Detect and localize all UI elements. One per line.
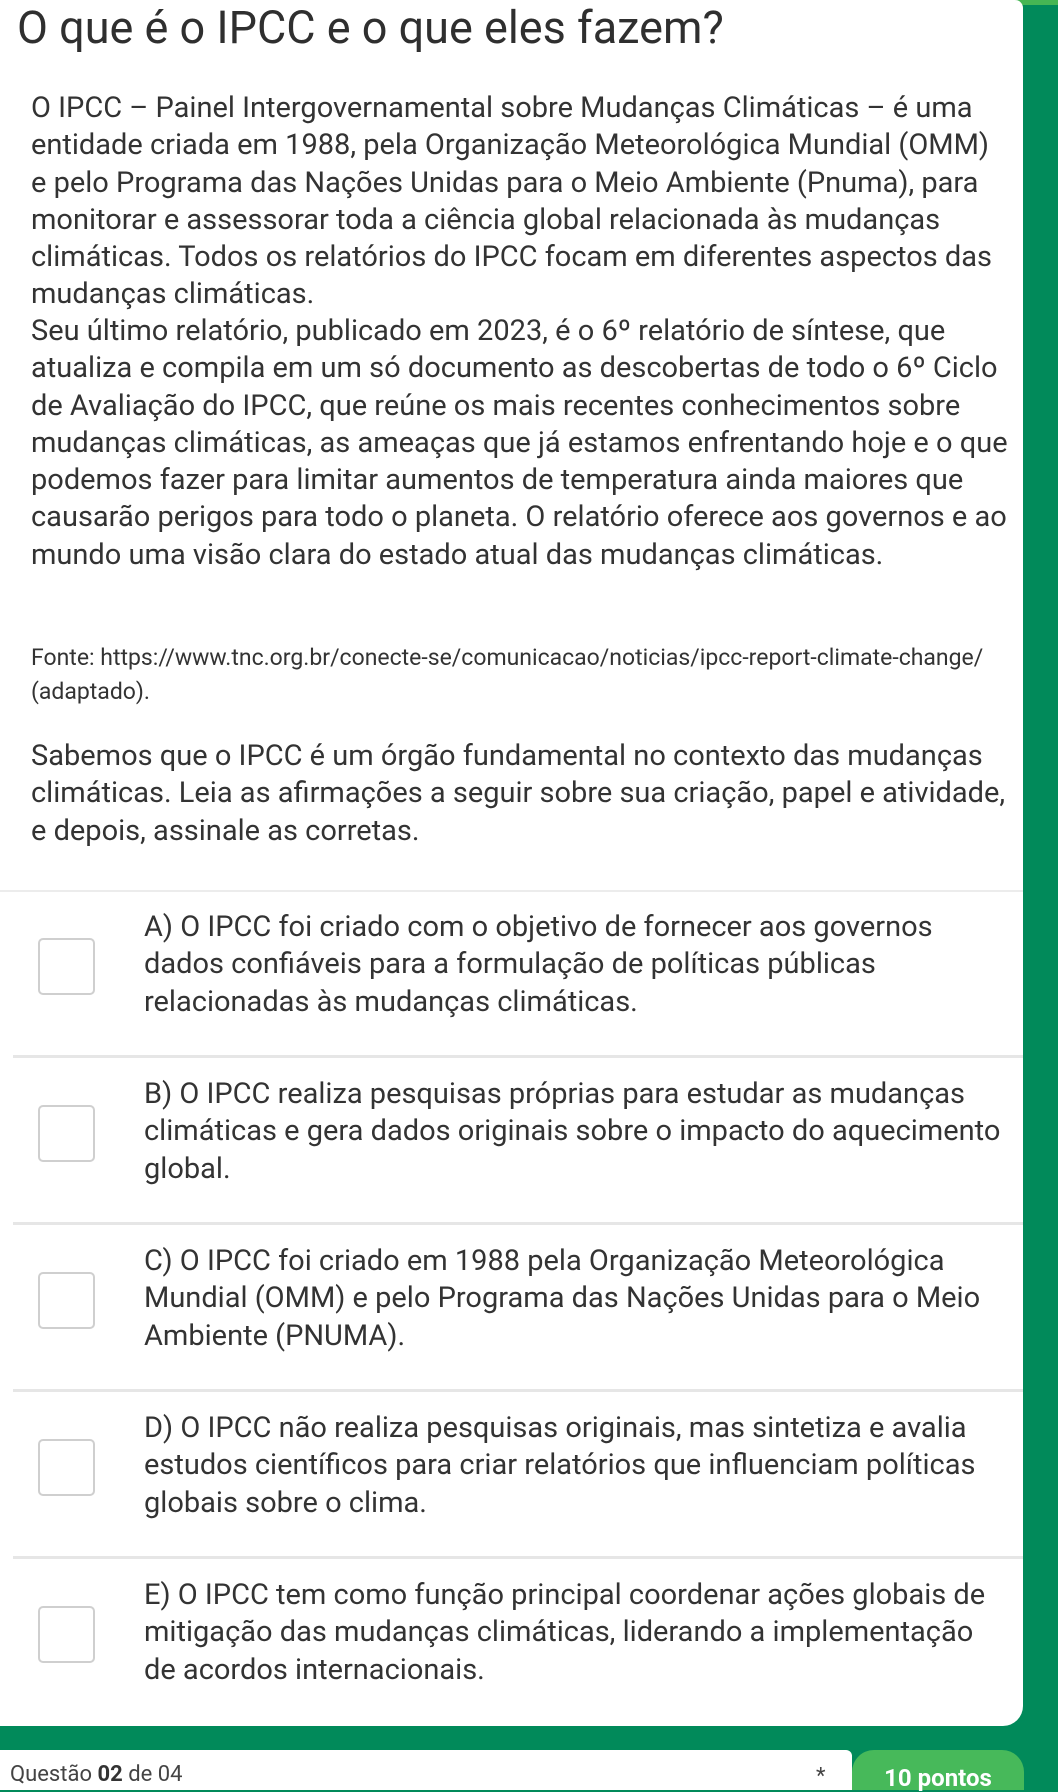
checkbox-b[interactable] [38,1105,95,1162]
question-counter-total: de 04 [128,1762,183,1787]
question-counter [10,1762,182,1787]
question-prompt: Sabemos que o IPCC é um órgão fundamental no contexto das mudanças climáticas. Leia as afirmações a seguir sobre sua criação, papel e atividade, e depois, assinale as corretas. [31,739,1006,848]
intro-paragraph: O IPCC – Painel Intergovernamental sobre Mudanças Climáticas – é uma entidade criada em 1988, pela Organização Meteorológica Mundial (OMM) e pelo Programa das Nações Unidas para o Meio Ambiente (Pnuma), para monitorar e assessorar toda a ciência global relacionada às mudanças climáticas. Todos os relatórios do IPCC focam em diferentes aspectos das mudanças climáticas. [31,91,993,312]
checkbox-c[interactable] [38,1272,95,1329]
option-divider [13,1222,1023,1225]
checkbox-e[interactable] [38,1606,95,1663]
question-title: O que é o IPCC e o que eles fazem? [17,1,724,54]
checkbox-d[interactable] [38,1439,95,1496]
option-d-label: D) O IPCC não realiza pesquisas originais, mas sintetiza e avalia estudos científicos para criar relatórios que influenciam políticas globais sobre o clima. [144,1411,976,1520]
report-paragraph: Seu último relatório, publicado em 2023, é o 6º relatório de síntese, que atualiza e compila em um só documento as descobertas de todo o 6º Ciclo de Avaliação do IPCC, que reúne os mais recentes conhecimentos sobre mudanças climáticas, as ameaças que já estamos enfrentando hoje e o que podemos fazer para limitar aumentos de temperatura ainda maiores que causarão perigos para todo o planeta. O relatório oferece aos governos e ao mundo uma visão clara do estado atual das mudanças climáticas. [31,314,1008,572]
question-counter-prefix: Questão [10,1762,92,1787]
question-counter-number: 02 [97,1762,123,1787]
option-c-label: C) O IPCC foi criado em 1988 pela Organização Meteorológica Mundial (OMM) e pelo Programa das Nações Unidas para o Meio Ambiente (PNUMA). [144,1244,981,1353]
required-asterisk-icon: * [816,1764,826,1789]
option-b-label: B) O IPCC realiza pesquisas próprias para estudar as mudanças climáticas e gera dados originais sobre o impacto do aquecimento global. [144,1077,1001,1186]
points-label: 10 pontos [884,1764,992,1792]
points-badge [852,1750,1024,1790]
options-separator [0,890,1023,892]
checkbox-a[interactable] [38,938,95,995]
option-e-label: E) O IPCC tem como função principal coordenar ações globais de mitigação das mudanças climáticas, liderando a implementação de acordos internacionais. [144,1578,986,1687]
option-divider [13,1556,1023,1559]
question-counter-panel [0,1750,852,1790]
option-a-label: A) O IPCC foi criado com o objetivo de fornecer aos governos dados confiáveis para a formulação de políticas públicas relacionadas às mudanças climáticas. [144,910,933,1019]
next-question-header [0,1750,1058,1792]
option-divider [13,1055,1023,1058]
option-divider [13,1389,1023,1392]
source-citation: Fonte: https://www.tnc.org.br/conecte-se/comunicacao/noticias/ipcc-report-climate-change/ (adaptado). [31,644,984,705]
